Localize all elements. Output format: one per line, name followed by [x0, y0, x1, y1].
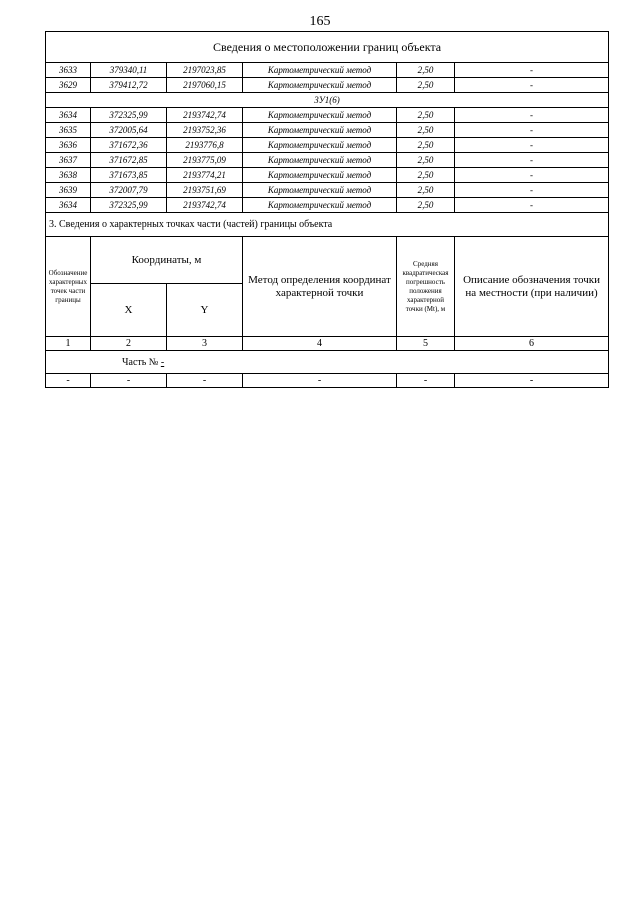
table-cell: - — [455, 153, 609, 168]
table-cell: Картометрический метод — [243, 123, 397, 138]
column-number: 4 — [243, 337, 397, 351]
table-cell: 2193752,36 — [167, 123, 243, 138]
table-cell: 2193742,74 — [167, 198, 243, 213]
empty-cell: - — [455, 374, 609, 388]
table-cell: 2197060,15 — [167, 78, 243, 93]
table-cell: 2193775,09 — [167, 153, 243, 168]
table-row — [46, 108, 609, 123]
column-number: 3 — [167, 337, 243, 351]
table-cell: 2197023,85 — [167, 63, 243, 78]
header-y: Y — [167, 284, 243, 337]
boundary-table — [45, 31, 609, 388]
plot-subheader: 3У1(6) — [46, 93, 609, 108]
table-cell: 371672,85 — [91, 153, 167, 168]
table-cell: 379340,11 — [91, 63, 167, 78]
table-cell: 2193751,69 — [167, 183, 243, 198]
header-x: X — [91, 284, 167, 337]
table-cell: Картометрический метод — [243, 183, 397, 198]
table-cell: 2193774,21 — [167, 168, 243, 183]
part-label-cell — [46, 351, 609, 374]
table-cell: - — [455, 63, 609, 78]
table-cell: 2,50 — [397, 78, 455, 93]
page-number: 165 — [309, 14, 331, 29]
table-cell: 3639 — [46, 183, 91, 198]
table-cell: 372007,79 — [91, 183, 167, 198]
empty-cell: - — [243, 374, 397, 388]
table-title: Сведения о местоположении границ объекта — [46, 32, 609, 63]
table-cell: Картометрический метод — [243, 78, 397, 93]
table-cell: 2,50 — [397, 183, 455, 198]
table-row — [46, 63, 609, 78]
header-coordinates: Координаты, м — [91, 237, 243, 284]
column-number: 2 — [91, 337, 167, 351]
table-cell: - — [455, 183, 609, 198]
table-cell: - — [455, 108, 609, 123]
header-description: Описание обозначения точки на местности (при наличии) — [455, 237, 609, 337]
table-cell: 2193776,8 — [167, 138, 243, 153]
part-label: Часть № — [122, 356, 159, 368]
table-cell: Картометрический метод — [243, 138, 397, 153]
table-cell: Картометрический метод — [243, 63, 397, 78]
part-number: - — [160, 356, 165, 368]
table-cell: 372005,64 — [91, 123, 167, 138]
table-cell: 3633 — [46, 63, 91, 78]
table-row — [46, 183, 609, 198]
table-cell: 3638 — [46, 168, 91, 183]
table-cell: Картометрический метод — [243, 198, 397, 213]
table-cell: 371673,85 — [91, 168, 167, 183]
column-number: 5 — [397, 337, 455, 351]
header-point-designation: Обозначение характерных точек части границы — [46, 237, 91, 337]
table-cell: 2,50 — [397, 63, 455, 78]
table-cell: 2193742,74 — [167, 108, 243, 123]
table-cell: - — [455, 198, 609, 213]
empty-cell: - — [167, 374, 243, 388]
table-cell: 2,50 — [397, 123, 455, 138]
table-cell: 379412,72 — [91, 78, 167, 93]
table-row — [46, 168, 609, 183]
table-cell: - — [455, 138, 609, 153]
table-row — [46, 198, 609, 213]
table-cell: - — [455, 123, 609, 138]
empty-cell: - — [397, 374, 455, 388]
column-number: 6 — [455, 337, 609, 351]
table-cell: 3637 — [46, 153, 91, 168]
table-cell: - — [455, 168, 609, 183]
header-accuracy: Средняя квадратическая погрешность положения характерной точки (Мt), м — [397, 237, 455, 337]
section-3-title: 3. Сведения о характерных точках части (частей) границы объекта — [46, 213, 609, 237]
table-cell: Картометрический метод — [243, 168, 397, 183]
empty-cell: - — [46, 374, 91, 388]
table-cell: 2,50 — [397, 108, 455, 123]
table-cell: 372325,99 — [91, 108, 167, 123]
table-row — [46, 153, 609, 168]
table-cell: - — [455, 78, 609, 93]
header-method: Метод определения координат характерной точки — [243, 237, 397, 337]
table-cell: Картометрический метод — [243, 108, 397, 123]
table-cell: 3634 — [46, 108, 91, 123]
table-row — [46, 138, 609, 153]
table-cell: 372325,99 — [91, 198, 167, 213]
table-row — [46, 78, 609, 93]
table-cell: 371672,36 — [91, 138, 167, 153]
table-cell: 2,50 — [397, 153, 455, 168]
table-cell: 2,50 — [397, 198, 455, 213]
table-cell: Картометрический метод — [243, 153, 397, 168]
table-cell: 3635 — [46, 123, 91, 138]
table-cell: 3629 — [46, 78, 91, 93]
table-row — [46, 123, 609, 138]
table-cell: 3636 — [46, 138, 91, 153]
table-cell: 2,50 — [397, 138, 455, 153]
empty-cell: - — [91, 374, 167, 388]
table-cell: 2,50 — [397, 168, 455, 183]
table-cell: 3634 — [46, 198, 91, 213]
column-number: 1 — [46, 337, 91, 351]
